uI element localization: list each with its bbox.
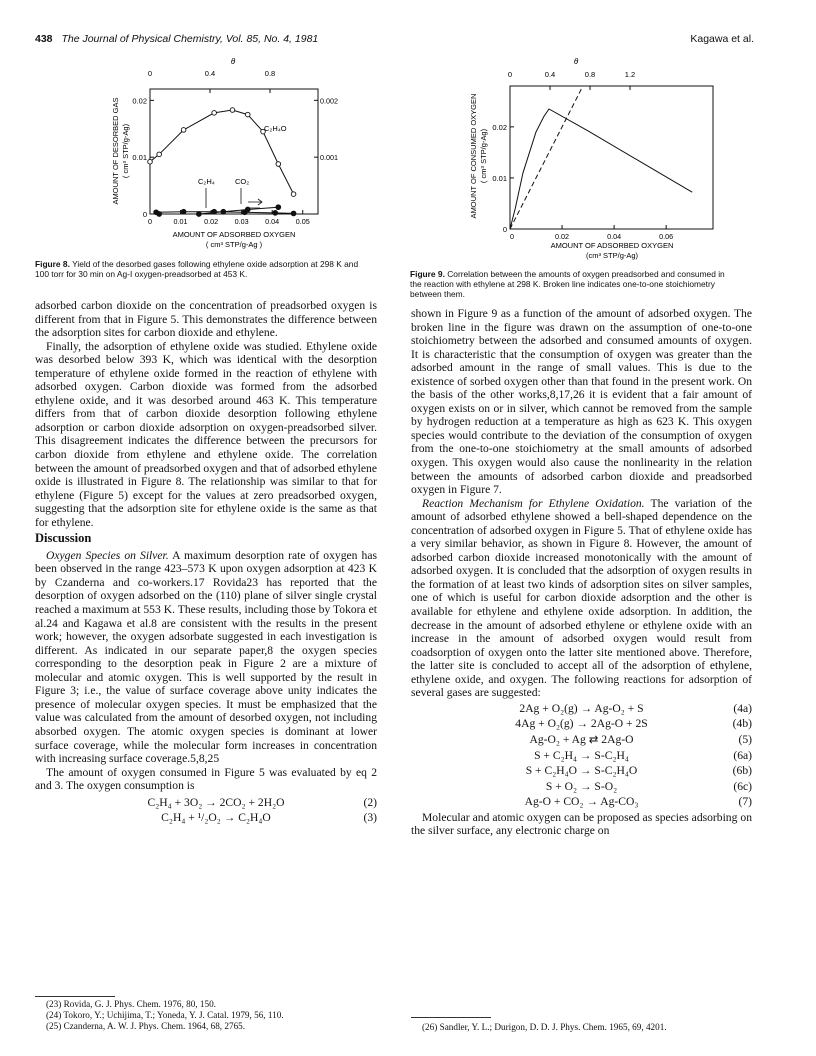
figure-8-caption-text: Yield of the desorbed gases following ethylene oxide adsorption at 298 K and 100 torr for 30 min on Ag-I oxygen-preadsorbed at 453 K. xyxy=(35,259,359,280)
figure-9-chart xyxy=(462,56,722,266)
data-point xyxy=(291,192,296,197)
equation-number: (6b) xyxy=(732,764,752,778)
data-point xyxy=(157,212,162,217)
y-axis-label: AMOUNT OF DESORBED GAS xyxy=(111,97,120,205)
journal-citation: The Journal of Physical Chemistry, Vol. 85, No. 4, 1981 xyxy=(61,33,319,45)
series-label-c2h4: C₂H₄ xyxy=(198,177,215,186)
page-number: 438 xyxy=(35,33,53,45)
equation-number: (4a) xyxy=(733,701,752,715)
right-column xyxy=(411,307,752,838)
paragraph xyxy=(35,549,377,766)
stoichiometry-broken-line xyxy=(510,86,583,229)
running-authors: Kagawa et al. xyxy=(690,33,754,45)
y-axis-label: AMOUNT OF CONSUMED OXYGEN xyxy=(469,93,478,219)
data-point xyxy=(291,211,296,216)
equation-number: (6c) xyxy=(733,779,752,793)
series-line-1 xyxy=(150,110,294,194)
footnotes-left xyxy=(46,999,376,1032)
equation-body: 4Ag + O₂(g) → 2Ag-O + 2S xyxy=(515,717,648,731)
arrow-icon xyxy=(248,199,262,205)
reaction-equation xyxy=(411,733,752,747)
theta-tick-label: 0.4 xyxy=(544,70,556,79)
data-point xyxy=(230,108,235,113)
data-point xyxy=(212,209,217,214)
data-point xyxy=(245,112,250,117)
theta-tick-label: 0.8 xyxy=(584,70,596,79)
equation-number: (4b) xyxy=(732,717,752,731)
footnote: (24) Tokoro, Y.; Uchijima, T.; Yoneda, Y. J. Catal. 1979, 56, 110. xyxy=(46,1010,284,1020)
equation-body: C₂H₄ + ¹/₂O₂ → C₂H₄O xyxy=(161,811,271,825)
x-tick-label: 0 xyxy=(148,217,152,226)
equation-number: (2) xyxy=(363,795,377,809)
y-tick-label: 0 xyxy=(142,210,147,219)
footnote-rule xyxy=(35,996,115,997)
equation-body: C₂H₄ + 3O₂ → 2CO₂ + 2H₂O xyxy=(147,795,285,809)
equation-body: Ag-O₂ + Ag ⇄ 2Ag-O xyxy=(529,732,634,746)
y-axis-label-units: ( cm³ STP/g-Ag) xyxy=(121,123,130,179)
footnotes-right xyxy=(422,1022,752,1033)
figure-9-caption-text: Correlation between the amounts of oxygen preadsorbed and consumed in the reaction with ethylene at 298 K. Broken line indicates one-to-one stoichiometry between them. xyxy=(410,269,725,300)
x-tick-label: 0.01 xyxy=(173,217,188,226)
section-heading-discussion: Discussion xyxy=(35,531,92,546)
theta-tick-label: 0.4 xyxy=(204,69,216,78)
footnote: (25) Czanderna, A. W. J. Phys. Chem. 1964, 68, 2765. xyxy=(46,1021,246,1031)
paragraph: shown in Figure 9 as a function of the amount of adsorbed oxygen. The broken line in the figure was drawn on the assumption of one-to-one stoichiometry between the adsorbed and consumed amounts of oxygen. It is characteristic that the consumption of oxygen was greater than the adsorbed amount in the range of small values. This is due to the existence of sorbed oxygen other than that found in the present work. On the basis of the other works,8,17,26 it is evident that a fair amount of oxygen exists on or in silver, which cannot be removed from the sample by hydrogen reduction at a temperature as high as 623 K. This oxygen species would contribute to the deviation of the consumption of oxygen from the one-to-one stoichiometry at the small amounts of adsorbed oxygen. This oxygen would also cause the nonlinearity in the relation between the amounts of adsorbed carbon dioxide and preadsorbed oxygen in Figure 7. xyxy=(411,307,752,497)
equation-body: S + O₂ → S-O₂ xyxy=(545,779,618,793)
theta-tick-label: 0 xyxy=(147,69,153,78)
figure-9-caption-label: Figure 9. xyxy=(410,269,445,279)
reaction-equation xyxy=(411,717,752,731)
data-point xyxy=(273,210,278,215)
x-tick-label: 0.06 xyxy=(659,232,674,241)
equation-body: Ag-O + CO₂ → Ag-CO₃ xyxy=(524,795,639,809)
theta-tick-label: 0 xyxy=(507,70,513,79)
right-tick-label: 0.002 xyxy=(320,96,338,106)
data-point xyxy=(276,205,281,210)
reaction-equation xyxy=(411,795,752,809)
y-tick-label: 0.02 xyxy=(492,122,507,132)
data-point xyxy=(196,212,201,217)
reaction-equation xyxy=(411,702,752,716)
equation-body: S + C₂H₄ → S-C₂H₄ xyxy=(534,748,629,762)
data-point xyxy=(181,209,186,214)
right-tick-label: 0.001 xyxy=(320,153,338,163)
reaction-equation xyxy=(411,749,752,763)
data-point xyxy=(181,128,186,133)
equation-number: (5) xyxy=(738,732,752,746)
plot-frame xyxy=(510,86,713,229)
equation-2 xyxy=(35,796,377,810)
run-in-heading: Reaction Mechanism for Ethylene Oxidation. xyxy=(422,496,645,510)
series-label-co2: CO₂ xyxy=(235,177,250,186)
paragraph: Molecular and atomic oxygen can be proposed as species adsorbing on the silver surface, any electronic charge on xyxy=(411,810,752,838)
footnote-rule xyxy=(411,1017,491,1018)
x-tick-label: 0.02 xyxy=(555,232,570,241)
reaction-equation xyxy=(411,780,752,794)
figure-8-caption-label: Figure 8. xyxy=(35,259,70,269)
data-point xyxy=(148,159,153,164)
figure-8-chart xyxy=(100,56,360,256)
figure-9-caption xyxy=(410,269,730,300)
data-point xyxy=(157,152,162,157)
data-point xyxy=(212,111,217,116)
figure-8-caption xyxy=(35,259,360,279)
reaction-equations xyxy=(411,702,752,809)
paragraph-body: A maximum desorption rate of oxygen has been observed in the range 423–573 K upon oxygen adsorption at 423 K by Czanderna and co-workers.17 Rovida23 has reported that the desorption of oxygen adsorbed on the (110) plane of silver single crystal reached a maximum at 553 K. These results, including those by Tokora et al.24 and Kagawa et al.8 are consistent with the results in the present work; however, the oxygen adsorbate suggested in each investigation is different. As indicated in our separate paper,8 the oxygen species corresponding to the desorption peak in Figure 2 are a mixture of molecular and atomic oxygen. This is well supported by the result in Figure 3; i.e., the value of surface coverage above unity indicates the presence of molecular oxygen species. It must be emphasized that the value was calculated from the amount of desorbed oxygen, not including absorbed oxygen. The atomic oxygen species is dominant at lower surface coverage, while the molecular form increases in concentration with increasing surface coverage.5,8,25 xyxy=(35,548,377,766)
theta-label: θ xyxy=(230,57,236,66)
x-tick-label: 0.04 xyxy=(265,217,280,226)
x-axis-label-units: (cm³ STP/g-Ag) xyxy=(585,251,639,260)
paragraph xyxy=(411,497,752,700)
equation-number: (6a) xyxy=(733,748,752,762)
equation-number: (3) xyxy=(363,811,377,825)
x-axis-label: AMOUNT OF ADSORBED OXYGEN xyxy=(172,230,296,239)
run-in-heading: Oxygen Species on Silver. xyxy=(46,548,169,562)
x-tick-label: 0.04 xyxy=(607,232,622,241)
theta-label: θ xyxy=(573,57,579,66)
reaction-equation xyxy=(411,764,752,778)
data-point xyxy=(221,209,226,214)
data-point xyxy=(276,162,281,167)
equation-3 xyxy=(35,811,377,825)
paragraph: adsorbed carbon dioxide on the concentration of preadsorbed oxygen is different from that in Figure 5. This demonstrates the difference between the adsorption sites for carbon dioxide and ethylene. xyxy=(35,299,377,340)
consumed-oxygen-curve xyxy=(510,109,692,229)
page-header xyxy=(35,33,318,45)
footnote: (23) Rovida, G. J. Phys. Chem. 1976, 80, 150. xyxy=(46,999,216,1009)
left-column xyxy=(35,299,377,827)
paragraph: The amount of oxygen consumed in Figure 5 was evaluated by eq 2 and 3. The oxygen consumption is xyxy=(35,765,377,793)
x-tick-label: 0.03 xyxy=(234,217,249,226)
y-axis-label-units: ( cm³ STP/g-Ag) xyxy=(479,128,488,184)
x-tick-label: 0.02 xyxy=(204,217,219,226)
equation-body: S + C₂H₄O → S-C₂H₄O xyxy=(525,764,638,778)
y-tick-label: 0.01 xyxy=(492,173,507,183)
y-tick-label: 0 xyxy=(502,225,507,234)
x-tick-label: 0.05 xyxy=(295,217,310,226)
y-tick-label: 0.01 xyxy=(132,153,147,163)
paragraph-body: The variation of the amount of adsorbed ethylene showed a bell-shaped dependence on the concentration of adsorbed oxygen in Figure 5. That of ethylene oxide has a very similar behavior, as shown in Figure 8. However, the amount of adsorbed carbon dioxide increased monotonically with the amount of adsorbed oxygen. It is concluded that the adsorption of oxygen results in the formation of at least two kinds of adsorption sites on silver samples, one of which is useful for carbon dioxide adsorption and the other is available for ethylene and ethylene oxide adsorption. In addition, the decrease in the amount of adsorbed ethylene or ethylene oxide with an increase in the amount of adsorbed oxygen would result from coadsorption of oxygen onto the latter site mentioned above. Therefore, the latter site is concluded to accept all of the adsorption of ethylene, ethylene oxide, and oxygen. The following reactions for adsorption of several gases are suggested: xyxy=(411,496,752,700)
series-label-c2h4o: C₂H₄O xyxy=(264,124,287,133)
theta-tick-label: 0.8 xyxy=(264,69,276,78)
theta-tick-label: 1.2 xyxy=(624,70,636,79)
equation-body: 2Ag + O₂(g) → Ag-O₂ + S xyxy=(519,701,644,715)
equation-number: (7) xyxy=(738,795,752,809)
footnote: (26) Sandler, Y. L.; Durigon, D. D. J. Phys. Chem. 1965, 69, 4201. xyxy=(422,1022,667,1032)
paragraph: Finally, the adsorption of ethylene oxide was studied. Ethylene oxide was desorbed below 393 K, which was identical with the desorption temperature of ethylene oxide formed in the reaction of ethylene with adsorbed oxygen. Carbon dioxide was formed from the adsorbed ethylene oxide, and it was desorbed around 463 K. This temperature differs from that of carbon dioxide desorption following ethylene adsorption or carbon dioxide adsorption on oxygen-preadsorbed silver. This disagreement indicates the difference between the precursors for carbon dioxide from ethylene and ethylene oxide. The correlation between the amount of preadsorbed oxygen and that of adsorbed ethylene oxide is illustrated in Figure 8. The relationship was similar to that for ethylene (Figure 5) except for the values at zero preadsorbed oxygen, suggesting that the adsorption site for ethylene oxide is the same as that for ethylene. xyxy=(35,339,377,529)
y-tick-label: 0.02 xyxy=(132,96,147,106)
x-axis-label: AMOUNT OF ADSORBED OXYGEN xyxy=(550,241,674,250)
x-tick-label: 0 xyxy=(510,232,514,241)
x-axis-label-units: ( cm³ STP/g-Ag ) xyxy=(205,240,263,249)
